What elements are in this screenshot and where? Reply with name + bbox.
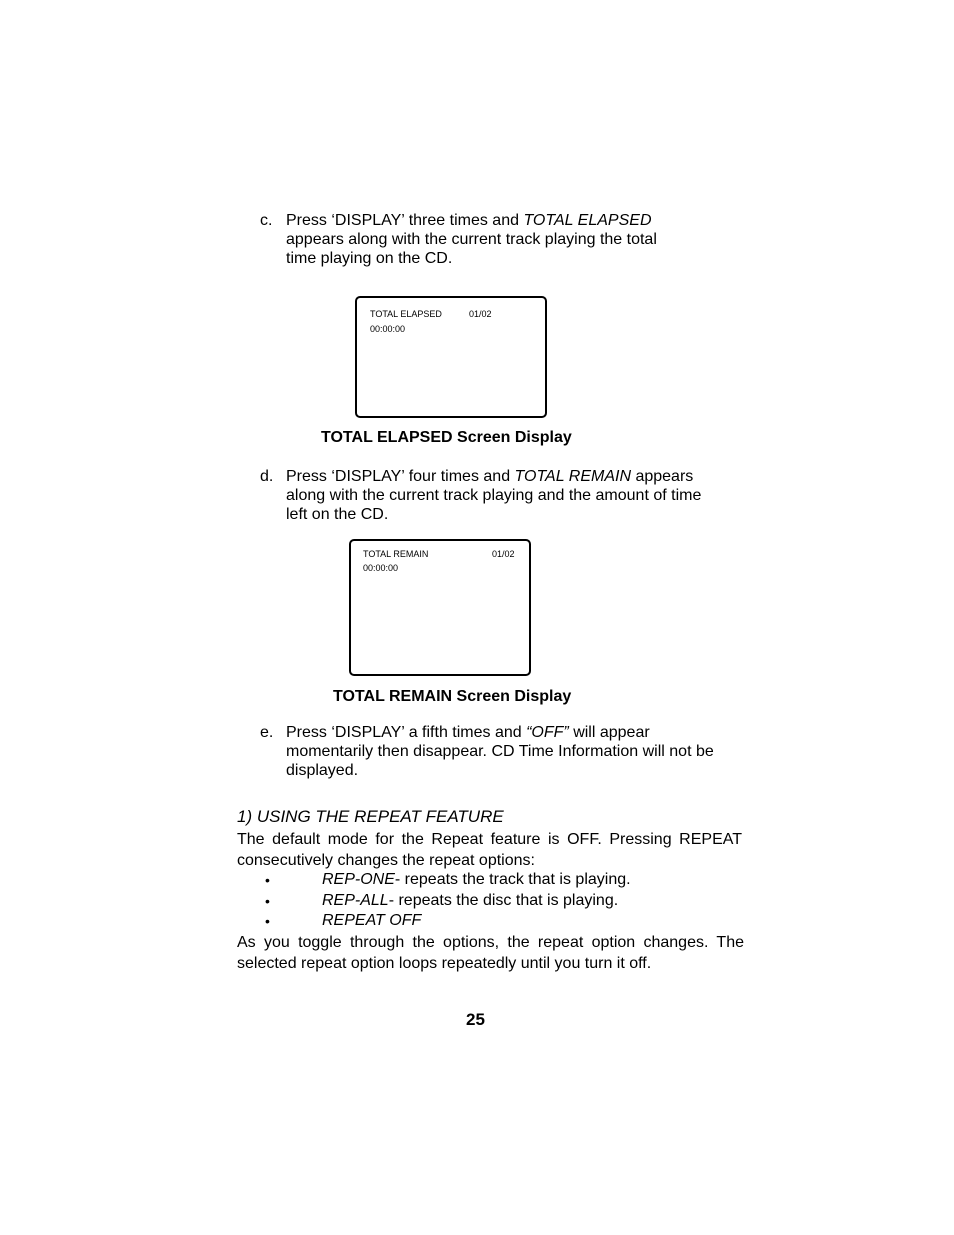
- item-c-line1: Press ‘DISPLAY’ three times and TOTAL ELAPSED: [286, 212, 652, 229]
- repeat-intro-line1: The default mode for the Repeat feature is OFF. Pressing REPEAT: [237, 831, 742, 848]
- item-c-emphasis: TOTAL ELAPSED: [523, 212, 652, 229]
- elapsed-screen-label: TOTAL ELAPSED: [370, 309, 442, 319]
- item-c-marker: c.: [260, 212, 273, 229]
- item-e-line2: momentarily then disappear. CD Time Information will not be: [286, 743, 714, 760]
- bullet-rep-one: REP-ONE- repeats the track that is playing.: [322, 871, 631, 888]
- item-d-emphasis: TOTAL REMAIN: [514, 468, 631, 485]
- total-elapsed-screen: [355, 296, 547, 418]
- elapsed-screen-time: 00:00:00: [370, 324, 406, 334]
- repeat-outro-line2: selected repeat option loops repeatedly until you turn it off.: [237, 955, 652, 972]
- bullet-repeat-off: REPEAT OFF: [322, 912, 422, 929]
- total-remain-screen: [349, 539, 531, 676]
- repeat-heading: 1) USING THE REPEAT FEATURE: [237, 807, 504, 826]
- item-e-line3: displayed.: [286, 762, 359, 779]
- item-e-text: [286, 723, 714, 780]
- repeat-outro: [237, 932, 744, 974]
- repeat-outro-line1: As you toggle through the options, the repeat option changes. The: [237, 934, 744, 951]
- remain-screen-label: TOTAL REMAIN: [363, 549, 429, 559]
- item-e-line1: Press ‘DISPLAY’ a fifth times and “OFF” will appear: [286, 724, 650, 741]
- total-elapsed-caption: TOTAL ELAPSED Screen Display: [321, 429, 572, 446]
- total-remain-caption: TOTAL REMAIN Screen Display: [333, 688, 572, 705]
- item-d-line2: along with the current track playing and the amount of time: [286, 487, 702, 504]
- item-d-line3: left on the CD.: [286, 506, 389, 523]
- item-d-line1: Press ‘DISPLAY’ four times and TOTAL REMAIN appears: [286, 468, 694, 485]
- item-e-marker: e.: [260, 724, 274, 741]
- repeat-intro: [237, 829, 742, 871]
- bullet-3-glyph: •: [265, 913, 270, 929]
- remain-screen-time: 00:00:00: [363, 563, 399, 573]
- item-d-text: [286, 467, 701, 524]
- remain-screen-track: 01/02: [492, 549, 515, 559]
- bullet-rep-all: REP-ALL- repeats the disc that is playing.: [322, 892, 619, 909]
- bullet-1-glyph: •: [265, 872, 270, 888]
- item-d-marker: d.: [260, 468, 274, 485]
- repeat-intro-line2: consecutively changes the repeat options:: [237, 852, 535, 869]
- item-c-text: [286, 211, 657, 268]
- item-c-line2: appears along with the current track playing the total: [286, 231, 657, 248]
- item-c-line3: time playing on the CD.: [286, 250, 453, 267]
- bullet-2-glyph: •: [265, 893, 270, 909]
- item-e-emphasis: “OFF”: [526, 724, 569, 741]
- elapsed-screen-track: 01/02: [469, 309, 492, 319]
- page-number: 25: [466, 1010, 485, 1029]
